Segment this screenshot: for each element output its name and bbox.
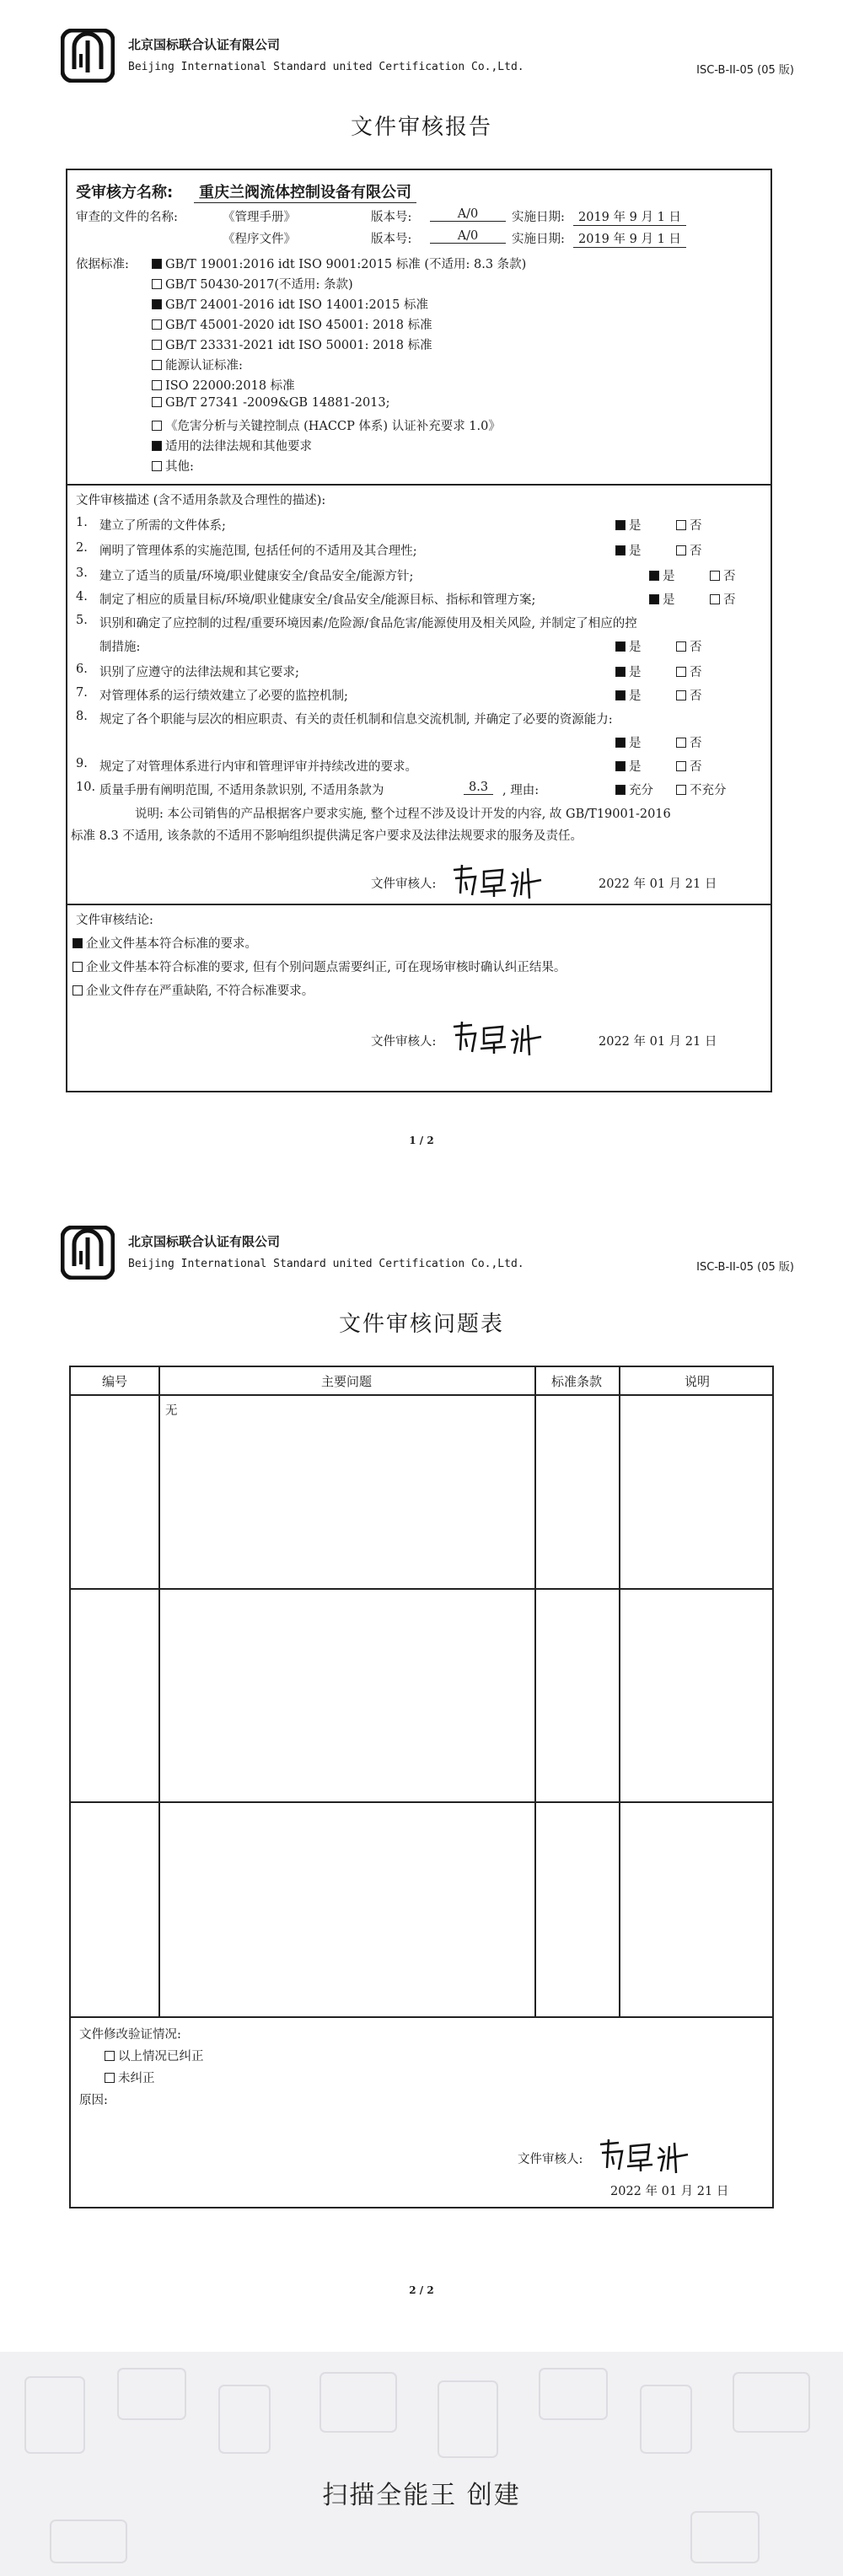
option-no[interactable] bbox=[710, 566, 736, 584]
desc-title: 文件审核描述 (含不适用条款及合理性的描述): bbox=[76, 494, 326, 507]
checkbox-icon bbox=[152, 360, 162, 370]
standard-option[interactable] bbox=[152, 275, 353, 292]
option-label: 否 bbox=[723, 570, 736, 583]
item-number: 1. bbox=[76, 516, 88, 529]
checkbox-icon bbox=[72, 962, 83, 972]
item-text: 规定了对管理体系进行内审和管理评审并持续改进的要求。 bbox=[99, 760, 417, 774]
checkbox-icon bbox=[649, 571, 659, 581]
company-logo-icon bbox=[61, 1226, 115, 1280]
item-text: 制定了相应的质量目标/环境/职业健康安全/食品安全/能源目标、指标和管理方案; bbox=[99, 593, 536, 607]
option-no[interactable] bbox=[676, 541, 702, 559]
conclusion-text: 企业文件基本符合标准的要求, 但有个别问题点需要纠正, 可在现场审核时确认纠正结果。 bbox=[86, 961, 566, 974]
checkbox-icon bbox=[676, 738, 686, 748]
option-label: 未纠正 bbox=[118, 2072, 155, 2085]
standard-option[interactable] bbox=[152, 416, 501, 434]
standard-text: 其他: bbox=[165, 460, 194, 474]
version-value: A/0 bbox=[430, 207, 506, 222]
company-name-en: Beijing International Standard united Certification Co.,Ltd. bbox=[128, 61, 524, 73]
docs-label: 审查的文件的名称: bbox=[76, 211, 178, 224]
option-sufficient[interactable] bbox=[615, 781, 653, 798]
option-label: 否 bbox=[690, 760, 702, 774]
item-number: 6. bbox=[76, 663, 88, 676]
signature-icon bbox=[447, 1017, 548, 1059]
standard-option[interactable] bbox=[152, 396, 390, 410]
option-no[interactable] bbox=[710, 590, 736, 608]
option-yes[interactable] bbox=[615, 757, 642, 775]
date-value: 2019 年 9 月 1 日 bbox=[573, 207, 686, 226]
option-yes[interactable] bbox=[615, 686, 642, 704]
option-label: 是 bbox=[629, 519, 642, 533]
review-date: 2022 年 01 月 21 日 bbox=[599, 877, 717, 891]
option-yes[interactable] bbox=[615, 637, 642, 655]
option-label: 充分 bbox=[629, 784, 653, 797]
standard-text: GB/T 45001-2020 idt ISO 45001: 2018 标准 bbox=[165, 319, 432, 332]
option-label: 否 bbox=[690, 545, 702, 558]
signature-icon bbox=[447, 860, 548, 902]
standard-text: GB/T 19001:2016 idt ISO 9001:2015 标准 (不适用: 8.3 条款) bbox=[165, 258, 527, 271]
column-divider bbox=[158, 1367, 160, 2016]
date-value: 2019 年 9 月 1 日 bbox=[573, 229, 686, 248]
company-name-cn: 北京国标联合认证有限公司 bbox=[128, 1234, 281, 1249]
checkbox-icon bbox=[152, 461, 162, 471]
option-label: 是 bbox=[663, 593, 675, 607]
item-number: 3. bbox=[76, 566, 88, 580]
conclusion-text: 企业文件存在严重缺陷, 不符合标准要求。 bbox=[86, 985, 314, 998]
company-name-en: Beijing International Standard united Certification Co.,Ltd. bbox=[128, 1258, 524, 1270]
option-corrected[interactable] bbox=[105, 2047, 204, 2064]
column-divider bbox=[619, 1367, 620, 2016]
standard-text: 能源认证标准: bbox=[165, 359, 243, 373]
checkbox-icon bbox=[152, 279, 162, 289]
note-line: 标准 8.3 不适用, 该条款的不适用不影响组织提供满足客户要求及法律法规要求的服务及责任。 bbox=[71, 829, 583, 843]
standards-label: 依据标准: bbox=[76, 258, 129, 271]
checkbox-icon bbox=[615, 738, 626, 748]
checkbox-icon bbox=[676, 761, 686, 771]
item-number: 10. bbox=[76, 781, 96, 794]
checkbox-icon bbox=[152, 319, 162, 330]
column-header: 标准条款 bbox=[550, 1374, 602, 1389]
review-date: 2022 年 01 月 21 日 bbox=[610, 2185, 729, 2198]
item-number: 7. bbox=[76, 686, 88, 700]
checkbox-icon bbox=[676, 545, 686, 555]
option-label: 否 bbox=[690, 666, 702, 679]
row-divider bbox=[71, 1801, 772, 1803]
divider bbox=[67, 904, 771, 905]
checkbox-icon bbox=[615, 667, 626, 677]
subject-label: 受审核方名称: bbox=[76, 184, 174, 201]
standard-option[interactable] bbox=[152, 315, 432, 333]
company-name-cn: 北京国标联合认证有限公司 bbox=[128, 37, 281, 52]
column-header: 编号 bbox=[101, 1374, 127, 1389]
item-text: 制措施: bbox=[99, 641, 141, 654]
checkbox-icon bbox=[152, 380, 162, 390]
option-no[interactable] bbox=[676, 637, 702, 655]
checkbox-icon bbox=[710, 571, 720, 581]
item-text: 建立了所需的文件体系; bbox=[99, 519, 226, 533]
checkbox-icon bbox=[649, 594, 659, 604]
page-header bbox=[61, 1222, 803, 1290]
reason-label: 原因: bbox=[79, 2094, 108, 2107]
checkbox-icon bbox=[152, 441, 162, 451]
document-number: ISC-B-II-05 (05 版) bbox=[696, 1261, 794, 1274]
option-no[interactable] bbox=[676, 757, 702, 775]
checkbox-icon bbox=[72, 938, 83, 948]
conclusion-option[interactable] bbox=[72, 981, 314, 999]
standard-option[interactable] bbox=[152, 376, 295, 394]
standard-option[interactable] bbox=[152, 255, 526, 272]
checkbox-icon bbox=[615, 520, 626, 530]
option-label: 是 bbox=[629, 641, 642, 654]
option-label: 否 bbox=[690, 690, 702, 703]
standard-option[interactable] bbox=[152, 437, 312, 454]
conclusion-title: 文件审核结论: bbox=[76, 914, 153, 927]
table-cell: 无 bbox=[165, 1404, 178, 1418]
subject-value: 重庆兰阀流体控制设备有限公司 bbox=[194, 180, 416, 203]
item-number: 2. bbox=[76, 541, 88, 555]
version-label: 版本号: bbox=[371, 211, 412, 224]
option-not-corrected[interactable] bbox=[105, 2069, 155, 2086]
option-yes[interactable] bbox=[649, 590, 675, 608]
option-label: 是 bbox=[629, 690, 642, 703]
page-title: 文件审核报告 bbox=[350, 115, 492, 140]
version-value: A/0 bbox=[430, 229, 506, 244]
item-text: 建立了适当的质量/环境/职业健康安全/食品安全/能源方针; bbox=[99, 570, 414, 583]
item-text: 对管理体系的运行绩效建立了必要的监控机制; bbox=[99, 690, 348, 703]
issues-table bbox=[69, 1366, 774, 2208]
standard-text: GB/T 27341 -2009&GB 14881-2013; bbox=[165, 396, 390, 410]
option-label: 以上情况已纠正 bbox=[118, 2050, 204, 2063]
option-yes[interactable] bbox=[615, 663, 642, 680]
company-logo-icon bbox=[61, 29, 115, 83]
checkbox-icon bbox=[72, 985, 83, 996]
checkbox-icon bbox=[152, 299, 162, 309]
standard-option[interactable] bbox=[152, 356, 243, 373]
conclusion-option[interactable] bbox=[72, 934, 257, 952]
standard-option[interactable] bbox=[152, 295, 428, 313]
checkbox-icon bbox=[105, 2051, 115, 2061]
watermark-pattern-icon bbox=[0, 2352, 843, 2576]
standard-text: GB/T 24001-2016 idt ISO 14001:2015 标准 bbox=[165, 298, 428, 312]
checkbox-icon bbox=[676, 641, 686, 652]
item-text: 阐明了管理体系的实施范围, 包括任何的不适用及其合理性; bbox=[99, 545, 417, 558]
checkbox-icon bbox=[615, 785, 626, 795]
item-number: 9. bbox=[76, 757, 88, 770]
option-no[interactable] bbox=[676, 733, 702, 751]
standard-text: 适用的法律法规和其他要求 bbox=[165, 440, 312, 453]
checkbox-icon bbox=[152, 397, 162, 407]
doc-name: 《管理手册》 bbox=[223, 211, 296, 224]
standard-text: 《危害分析与关键控制点 (HACCP 体系) 认证补充要求 1.0》 bbox=[165, 420, 501, 433]
standard-text: ISO 22000:2018 标准 bbox=[165, 379, 295, 393]
version-label: 版本号: bbox=[371, 233, 412, 246]
standard-text: GB/T 23331-2021 idt ISO 50001: 2018 标准 bbox=[165, 339, 432, 352]
note-line: 说明: 本公司销售的产品根据客户要求实施, 整个过程不涉及设计开发的内容, 故 GB/T19001-2016 bbox=[135, 808, 671, 821]
column-divider bbox=[534, 1367, 536, 2016]
option-label: 是 bbox=[629, 737, 642, 750]
option-no[interactable] bbox=[676, 663, 702, 680]
item-number: 4. bbox=[76, 590, 88, 604]
scanner-footer bbox=[0, 2352, 843, 2576]
option-label: 是 bbox=[629, 666, 642, 679]
checkbox-icon bbox=[615, 641, 626, 652]
column-header: 主要问题 bbox=[320, 1374, 372, 1389]
column-header: 说明 bbox=[684, 1374, 710, 1389]
option-yes[interactable] bbox=[615, 733, 642, 751]
checkbox-icon bbox=[615, 690, 626, 700]
item-text: 质量手册有阐明范围, 不适用条款识别, 不适用条款为 bbox=[99, 784, 384, 797]
standard-option[interactable] bbox=[152, 457, 194, 475]
option-label: 否 bbox=[723, 593, 736, 607]
option-label: 否 bbox=[690, 519, 702, 533]
standard-text: GB/T 50430-2017(不适用: 条款) bbox=[165, 278, 353, 292]
option-yes[interactable] bbox=[649, 566, 675, 584]
checkbox-icon bbox=[710, 594, 720, 604]
row-divider bbox=[71, 2016, 772, 2018]
option-insufficient[interactable] bbox=[676, 781, 727, 798]
checkbox-icon bbox=[152, 259, 162, 269]
report-page-1 bbox=[0, 0, 843, 1180]
page-title: 文件审核问题表 bbox=[338, 1312, 504, 1337]
checkbox-icon bbox=[676, 520, 686, 530]
option-label: 否 bbox=[690, 641, 702, 654]
reviewer-label: 文件审核人: bbox=[371, 1035, 437, 1049]
reason-label: , 理由: bbox=[502, 784, 540, 797]
option-label: 否 bbox=[690, 737, 702, 750]
report-page-2 bbox=[0, 1189, 843, 2352]
option-label: 是 bbox=[629, 760, 642, 774]
item-number: 5. bbox=[76, 614, 88, 627]
option-no[interactable] bbox=[676, 686, 702, 704]
option-yes[interactable] bbox=[615, 516, 642, 534]
option-label: 是 bbox=[663, 570, 675, 583]
checkbox-icon bbox=[615, 545, 626, 555]
date-label: 实施日期: bbox=[512, 211, 565, 224]
row-divider bbox=[71, 1588, 772, 1590]
report-form bbox=[66, 169, 772, 1092]
conclusion-option[interactable] bbox=[72, 958, 566, 975]
review-date: 2022 年 01 月 21 日 bbox=[599, 1035, 717, 1049]
divider bbox=[67, 484, 771, 486]
page-header bbox=[61, 25, 803, 93]
conclusion-text: 企业文件基本符合标准的要求。 bbox=[86, 937, 257, 951]
item-text: 规定了各个职能与层次的相应职责、有关的责任机制和信息交流机制, 并确定了必要的资源能力: bbox=[99, 713, 613, 727]
checkbox-icon bbox=[152, 421, 162, 431]
scanner-brand: 扫描全能王 创建 bbox=[322, 2481, 521, 2510]
checkbox-icon bbox=[676, 690, 686, 700]
checkbox-icon bbox=[676, 667, 686, 677]
page-number: 2 / 2 bbox=[409, 2284, 434, 2296]
option-yes[interactable] bbox=[615, 541, 642, 559]
doc-name: 《程序文件》 bbox=[223, 233, 296, 246]
date-label: 实施日期: bbox=[512, 233, 565, 246]
option-label: 不充分 bbox=[690, 784, 727, 797]
document-number: ISC-B-II-05 (05 版) bbox=[696, 64, 794, 77]
checkbox-icon bbox=[152, 340, 162, 350]
option-label: 是 bbox=[629, 545, 642, 558]
page-number: 1 / 2 bbox=[409, 1135, 434, 1146]
checkbox-icon bbox=[105, 2073, 115, 2083]
standard-option[interactable] bbox=[152, 335, 432, 353]
item-text: 识别和确定了应控制的过程/重要环境因素/危险源/食品危害/能源使用及相关风险, 并制定了相应的控 bbox=[99, 617, 637, 631]
signature-icon bbox=[593, 2134, 695, 2176]
clause-value: 8.3 bbox=[464, 781, 493, 795]
checkbox-icon bbox=[676, 785, 686, 795]
reviewer-label: 文件审核人: bbox=[518, 2153, 583, 2166]
row-divider bbox=[71, 1394, 772, 1396]
verify-title: 文件修改验证情况: bbox=[79, 2028, 181, 2042]
item-number: 8. bbox=[76, 710, 88, 723]
reviewer-label: 文件审核人: bbox=[371, 877, 437, 891]
checkbox-icon bbox=[615, 761, 626, 771]
option-no[interactable] bbox=[676, 516, 702, 534]
item-text: 识别了应遵守的法律法规和其它要求; bbox=[99, 666, 299, 679]
